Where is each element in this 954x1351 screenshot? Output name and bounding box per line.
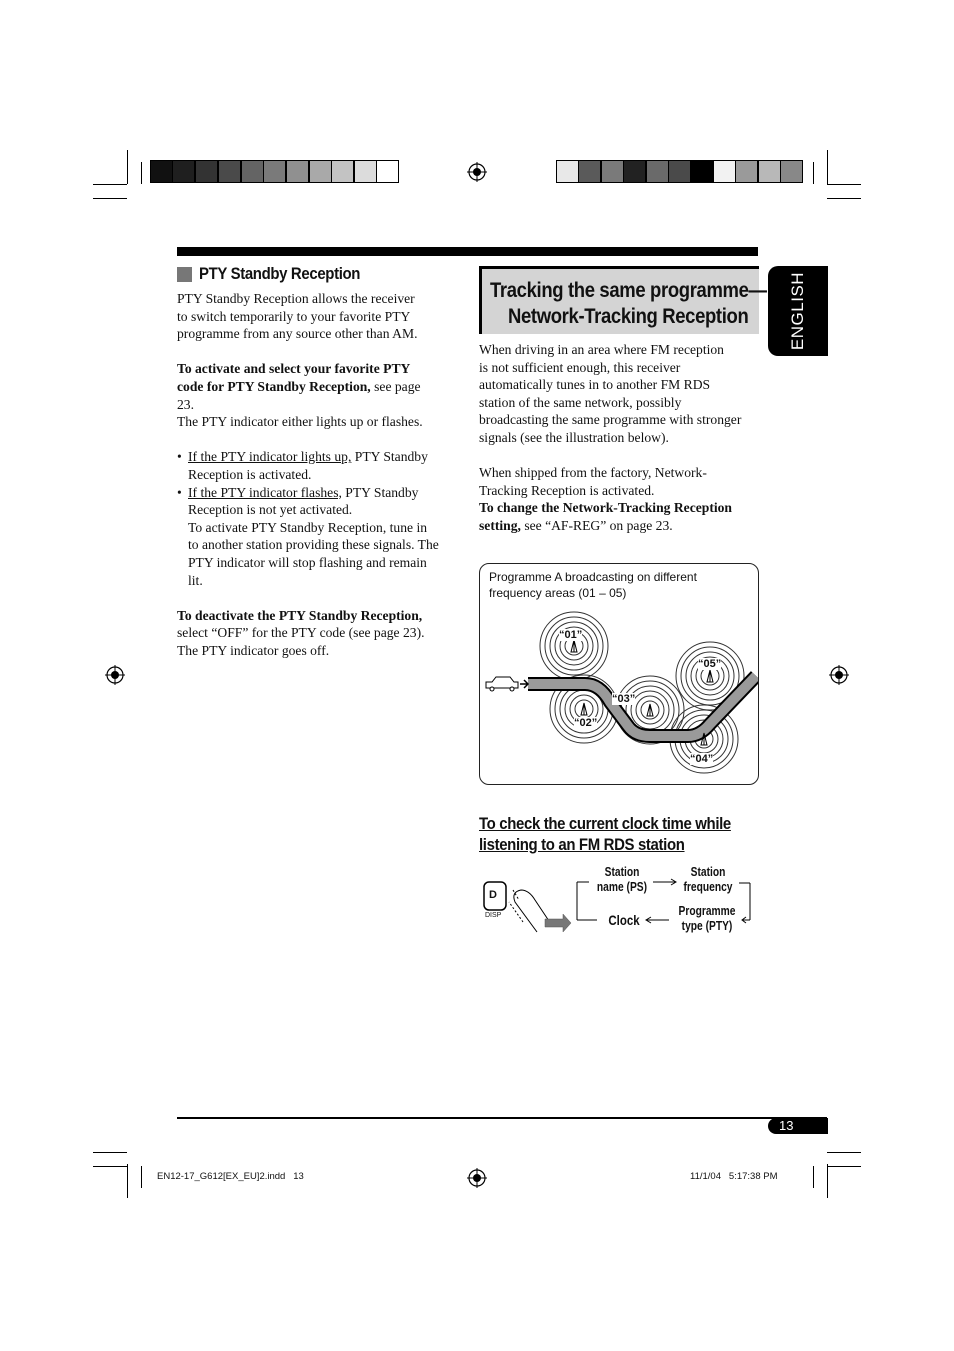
tracking-title-box: [479, 266, 767, 334]
text-line: broadcasting the same programme with stronger: [479, 412, 742, 428]
registration-target-icon: [829, 665, 849, 685]
registration-target-icon: [105, 665, 125, 685]
disp-button-label: D: [489, 889, 497, 901]
network-illustration: [479, 563, 759, 785]
bottom-rule: [177, 1117, 827, 1119]
text-line: PTY Standby Reception allows the receiver: [177, 291, 415, 306]
language-tab-label: ENGLISH: [788, 271, 807, 351]
text-line: select “OFF” for the PTY code (see page 23).: [177, 625, 425, 641]
text-line: To change the Network-Tracking Reception: [479, 500, 732, 516]
square-bullet-icon: [177, 267, 192, 282]
page-number: 13: [779, 1118, 794, 1133]
text-line: To activate and select your favorite PTY: [177, 361, 411, 377]
area-label-04: “04”: [690, 753, 714, 765]
text-line: automatically tunes in to another FM RDS: [479, 377, 711, 393]
flow-programme-type: Programme type (PTY): [678, 904, 736, 933]
top-rule: [177, 247, 758, 256]
disp-flow-diagram: [479, 862, 759, 940]
text-line: When driving in an area where FM reception: [479, 342, 724, 357]
area-label-03: “03”: [612, 693, 636, 705]
list-item: • If the PTY indicator lights up, PTY Standby Reception is activated.: [177, 448, 462, 483]
text-line: programme from any source other than AM.: [177, 326, 418, 342]
registration-target-icon: [467, 162, 487, 182]
pty-body: [177, 290, 462, 659]
disp-button-sublabel: DISP: [485, 912, 502, 919]
flow-station-name: Station name (PS): [596, 865, 648, 894]
clock-heading: [479, 813, 739, 855]
text-line: code for PTY Standby Reception, see page: [177, 378, 421, 394]
text-line: Tracking Reception is activated.: [479, 482, 655, 498]
registration-target-icon: [467, 1168, 487, 1188]
press-arrow-icon: [545, 914, 571, 932]
footer-file-name: EN12-17_G612[EX_EU]2.indd 13: [157, 1171, 304, 1182]
arrow-icon: [520, 680, 528, 688]
pty-title: PTY Standby Reception: [199, 264, 361, 283]
footer-timestamp: 11/1/04 5:17:38 PM: [690, 1171, 778, 1182]
text-line: signals (see the illustration below).: [479, 429, 669, 445]
tracking-title-line1: Tracking the same programme—: [490, 279, 767, 302]
illustration-caption-line2: frequency areas (01 – 05): [489, 586, 627, 600]
text-line: setting, see “AF-REG” on page 23.: [479, 517, 673, 533]
text-line: to switch temporarily to your favorite PTY: [177, 308, 411, 324]
page-number-badge: [768, 1118, 828, 1134]
clock-title-line2: listening to an FM RDS station: [479, 835, 685, 854]
tracking-body: [479, 341, 769, 535]
area-label-05: “05”: [698, 658, 722, 670]
list-item: • If the PTY indicator flashes, PTY Standby Reception is not yet activated. To activate PTY Standby Reception, tune in to another station providing these signals. The PTY indicator will stop flashing and remain lit.: [177, 484, 462, 590]
car-icon: [486, 677, 518, 691]
illustration-caption-line1: Programme A broadcasting on different: [489, 570, 697, 584]
coverage-map: [480, 564, 758, 784]
area-label-01: “01”: [559, 629, 583, 641]
text-line: station of the same network, possibly: [479, 394, 682, 410]
tracking-title-line2: Network-Tracking Reception: [508, 305, 749, 328]
clock-title-line1: To check the current clock time while: [479, 814, 731, 833]
area-label-02: “02”: [574, 717, 598, 729]
text-line: 23.: [177, 396, 194, 412]
text-line: When shipped from the factory, Network-: [479, 465, 707, 481]
text-line: is not sufficient enough, this receiver: [479, 359, 681, 375]
flow-station-frequency: Station frequency: [683, 865, 733, 894]
flow-clock: Clock: [608, 912, 640, 928]
text-line: The PTY indicator goes off.: [177, 642, 330, 658]
text-line: To deactivate the PTY Standby Reception,: [177, 607, 423, 623]
language-tab: [768, 266, 828, 356]
text-line: The PTY indicator either lights up or flashes.: [177, 414, 423, 430]
